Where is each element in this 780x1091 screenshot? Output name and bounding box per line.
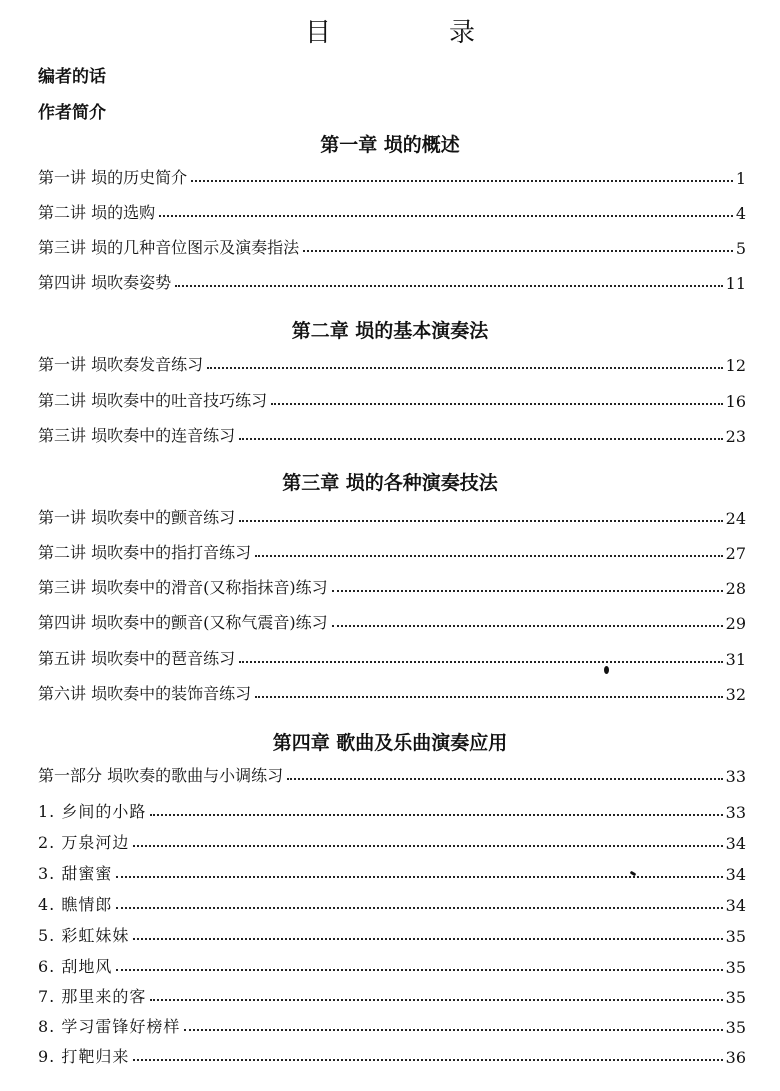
entry-label: 第一讲 埙的历史简介 <box>38 168 188 187</box>
page-title: 目 录 <box>304 18 521 48</box>
entry-label: 5. 彩虹妹妹 <box>38 926 130 945</box>
leader-dots <box>133 1059 722 1061</box>
entry-page: 35 <box>725 958 746 977</box>
entry-label: 第四讲 埙吹奏姿势 <box>38 273 172 292</box>
entry-page: 24 <box>725 509 746 528</box>
entry-label: 第三讲 埙吹奏中的连音练习 <box>38 426 236 445</box>
leader-dots <box>255 696 723 698</box>
entry-label: 第三讲 埙吹奏中的滑音(又称指抹音)练习 <box>38 578 328 597</box>
toc-entry[interactable] <box>38 164 746 188</box>
entry-page: 28 <box>725 579 746 598</box>
entry-label: 2. 万泉河边 <box>38 833 130 852</box>
entry-page: 27 <box>725 544 746 563</box>
toc-entry[interactable] <box>38 269 746 293</box>
leader-dots <box>239 438 723 440</box>
leader-dots <box>175 285 723 287</box>
entry-label: 第五讲 埙吹奏中的琶音练习 <box>38 649 236 668</box>
entry-page: 16 <box>725 392 746 411</box>
entry-page: 5 <box>735 239 746 258</box>
entry-label: 3. 甜蜜蜜 <box>38 864 113 883</box>
preface-author-intro[interactable]: 作者简介 <box>38 103 106 123</box>
entry-label: 第一讲 埙吹奏发音练习 <box>38 355 204 374</box>
toc-entry[interactable] <box>38 798 746 822</box>
leader-dots <box>116 876 722 878</box>
leader-dots <box>184 1029 722 1031</box>
leader-dots <box>116 969 722 971</box>
chapter-4-heading: 第四章 歌曲及乐曲演奏应用 <box>272 732 508 754</box>
entry-page: 34 <box>725 834 746 853</box>
toc-entry[interactable] <box>38 1043 746 1067</box>
entry-page: 32 <box>725 685 746 704</box>
toc-entry[interactable] <box>38 922 746 946</box>
entry-label: 第一讲 埙吹奏中的颤音练习 <box>38 508 236 527</box>
leader-dots <box>150 814 722 816</box>
scan-speck <box>604 666 609 674</box>
entry-page: 34 <box>725 896 746 915</box>
toc-entry[interactable] <box>38 953 746 977</box>
toc-entry[interactable] <box>38 680 746 704</box>
toc-entry[interactable] <box>38 762 746 786</box>
entry-page: 35 <box>725 988 746 1007</box>
entry-label: 8. 学习雷锋好榜样 <box>38 1017 181 1036</box>
entry-label: 7. 那里来的客 <box>38 987 147 1006</box>
entry-page: 36 <box>725 1048 746 1067</box>
entry-label: 6. 刮地风 <box>38 957 113 976</box>
entry-label: 1. 乡间的小路 <box>38 802 147 821</box>
toc-entry[interactable] <box>38 609 746 633</box>
entry-label: 第一部分 埙吹奏的歌曲与小调练习 <box>38 766 284 785</box>
leader-dots <box>239 520 723 522</box>
leader-dots <box>332 590 723 592</box>
entry-page: 31 <box>725 650 746 669</box>
toc-entry[interactable] <box>38 504 746 528</box>
entry-label: 第四讲 埙吹奏中的颤音(又称气震音)练习 <box>38 613 328 632</box>
toc-entry[interactable] <box>38 422 746 446</box>
entry-page: 23 <box>725 427 746 446</box>
leader-dots <box>159 215 733 217</box>
chapter-2-heading: 第二章 埙的基本演奏法 <box>291 320 489 342</box>
entry-page: 35 <box>725 927 746 946</box>
toc-entry[interactable] <box>38 891 746 915</box>
entry-page: 33 <box>725 803 746 822</box>
toc-entry[interactable] <box>38 539 746 563</box>
preface-editors-note[interactable]: 编者的话 <box>38 67 106 87</box>
leader-dots <box>287 778 723 780</box>
entry-label: 第三讲 埙的几种音位图示及演奏指法 <box>38 238 300 257</box>
toc-entry[interactable] <box>38 234 746 258</box>
toc-entry[interactable] <box>38 860 746 884</box>
toc-entry[interactable] <box>38 829 746 853</box>
leader-dots <box>303 250 733 252</box>
leader-dots <box>133 938 722 940</box>
leader-dots <box>191 180 733 182</box>
toc-entry[interactable] <box>38 387 746 411</box>
toc-entry[interactable] <box>38 1013 746 1037</box>
chapter-1-heading: 第一章 埙的概述 <box>320 134 460 156</box>
entry-label: 9. 打靶归来 <box>38 1047 130 1066</box>
leader-dots <box>271 403 723 405</box>
entry-label: 4. 瞧情郎 <box>38 895 113 914</box>
entry-page: 29 <box>725 614 746 633</box>
entry-page: 1 <box>735 169 746 188</box>
leader-dots <box>332 625 723 627</box>
entry-page: 11 <box>725 274 746 293</box>
chapter-3-heading: 第三章 埙的各种演奏技法 <box>282 472 498 494</box>
toc-entry[interactable] <box>38 199 746 223</box>
toc-entry[interactable] <box>38 574 746 598</box>
entry-page: 33 <box>725 767 746 786</box>
leader-dots <box>207 367 723 369</box>
leader-dots <box>239 661 723 663</box>
entry-label: 第六讲 埙吹奏中的装饰音练习 <box>38 684 252 703</box>
toc-entry[interactable] <box>38 983 746 1007</box>
entry-page: 34 <box>725 865 746 884</box>
entry-page: 35 <box>725 1018 746 1037</box>
entry-page: 4 <box>735 204 746 223</box>
toc-entry[interactable] <box>38 351 746 375</box>
toc-entry[interactable] <box>38 645 746 669</box>
entry-label: 第二讲 埙吹奏中的吐音技巧练习 <box>38 391 268 410</box>
entry-page: 12 <box>725 356 746 375</box>
leader-dots <box>150 999 722 1001</box>
leader-dots <box>255 555 723 557</box>
entry-label: 第二讲 埙吹奏中的指打音练习 <box>38 543 252 562</box>
leader-dots <box>116 907 722 909</box>
leader-dots <box>133 845 722 847</box>
entry-label: 第二讲 埙的选购 <box>38 203 156 222</box>
